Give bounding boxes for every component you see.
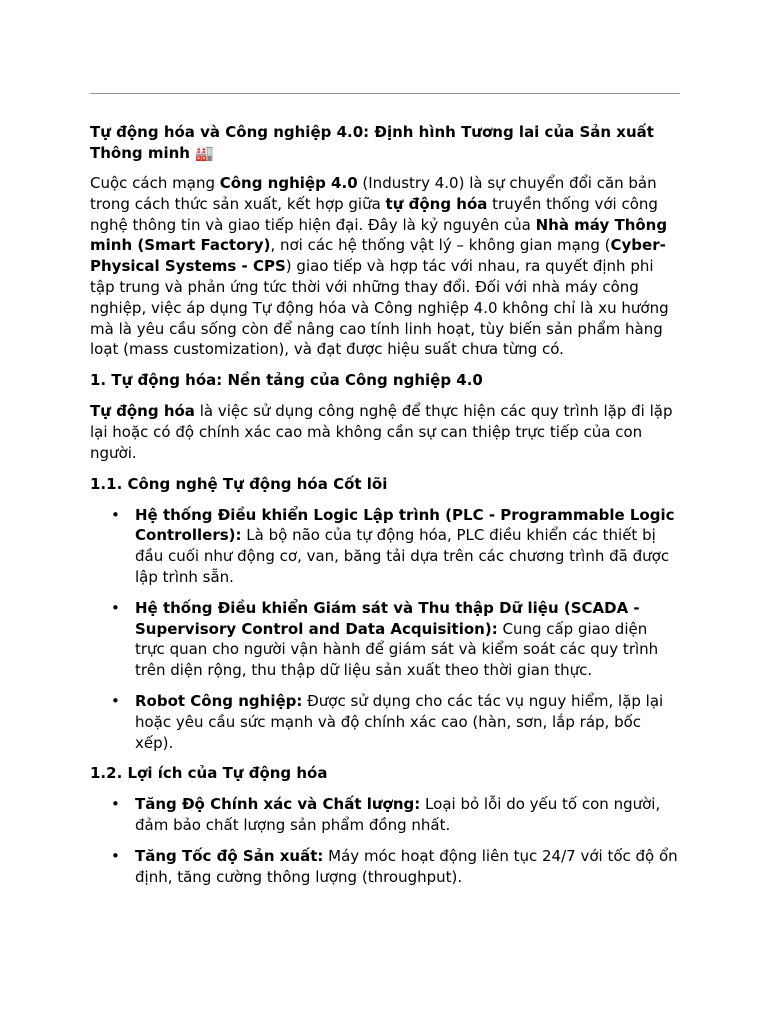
section-1-run-bold: Tự động hóa — [90, 402, 195, 421]
intro-run: ) giao tiếp và hợp tác với nhau, ra quyết định phi tập trung và phản ứng tức thời với những thay đổi. Đối với nhà máy công nghiệp, việc áp dụng Tự động hóa và Công nghiệp 4.0 không chỉ là xu hướng mà là yêu cầu sống còn để nâng cao tính linh hoạt, tùy biến sản phẩm hàng loạt (mass customization), và đạt được hiệu suất chưa từng có. — [90, 257, 669, 359]
list-item — [111, 691, 680, 753]
intro-run-bold: tự động hóa — [385, 194, 488, 213]
top-divider — [90, 93, 680, 94]
list-item-desc: Là bộ não của tự động hóa, PLC điều khiển các thiết bị đầu cuối như động cơ, van, băng tải dựa trên các chương trình đã được lập trình sẵn. — [135, 526, 670, 586]
bullet-icon: • — [111, 846, 120, 865]
intro-run: , nơi các hệ thống vật lý – không gian mạng ( — [270, 236, 611, 255]
intro-paragraph — [90, 173, 680, 360]
section-1-run: là việc sử dụng công nghệ để thực hiện các quy trình lặp đi lặp lại hoặc có độ chính xác cao mà không cần sự can thiệp trực tiếp của con người. — [90, 402, 673, 462]
list-item — [111, 598, 680, 681]
list-item-desc: Máy móc hoạt động liên tục 24/7 với tốc độ ổn định, tăng cường thông lượng (throughput). — [135, 846, 678, 886]
list-item-desc: Loại bỏ lỗi do yếu tố con người, đảm bảo chất lượng sản phẩm đồng nhất. — [135, 795, 661, 835]
core-technologies-list — [90, 505, 680, 754]
list-item — [111, 505, 680, 588]
benefits-list — [90, 794, 680, 887]
section-1-2-heading: 1.2. Lợi ích của Tự động hóa — [90, 764, 328, 783]
intro-run: Cuộc cách mạng — [90, 174, 220, 192]
intro-run-bold: Công nghiệp 4.0 — [219, 174, 358, 192]
document-title: Tự động hóa và Công nghiệp 4.0: Định hình Tương lai của Sản xuất Thông minh 🏭 — [90, 123, 654, 162]
intro-run-bold: Nhà máy Thông minh (Smart Factory) — [90, 215, 668, 255]
section-1-heading: 1. Tự động hóa: Nền tảng của Công nghiệp 4.0 — [90, 371, 483, 390]
section-1-1-heading: 1.1. Công nghệ Tự động hóa Cốt lõi — [90, 474, 388, 493]
list-item — [111, 794, 680, 836]
intro-run-bold: Cyber-Physical Systems - CPS — [90, 236, 666, 276]
list-item-desc: Cung cấp giao diện trực quan cho người vận hành để giám sát và kiểm soát các quy trình trên diện rộng, thu thập dữ liệu sản xuất theo thời gian thực. — [135, 619, 659, 680]
bullet-icon: • — [111, 691, 120, 710]
list-item-term: Hệ thống Điều khiển Giám sát và Thu thập Dữ liệu (SCADA - Supervisory Control and Data Acquisition): — [135, 598, 640, 638]
bullet-icon: • — [111, 598, 120, 617]
list-item-term: Tăng Tốc độ Sản xuất: — [135, 846, 324, 865]
list-item-term: Hệ thống Điều khiển Logic Lập trình (PLC - Programmable Logic Controllers): — [135, 505, 675, 545]
section-1-paragraph — [90, 401, 680, 463]
list-item-desc: Được sử dụng cho các tác vụ nguy hiểm, lặp lại hoặc yêu cầu sức mạnh và độ chính xác cao (hàn, sơn, lắp ráp, bốc xếp). — [135, 691, 664, 752]
intro-run: truyền thống với công nghệ thông tin và giao tiếp hiện đại. Đây là kỷ nguyên của — [90, 194, 658, 234]
bullet-icon: • — [111, 795, 120, 814]
list-item-term: Tăng Độ Chính xác và Chất lượng: — [135, 795, 421, 814]
list-item — [111, 846, 680, 888]
intro-run: (Industry 4.0) là sự chuyển đổi căn bản trong cách thức sản xuất, kết hợp giữa — [90, 174, 657, 213]
bullet-icon: • — [111, 505, 120, 524]
document-page — [90, 93, 680, 898]
list-item-term: Robot Công nghiệp: — [135, 691, 303, 710]
